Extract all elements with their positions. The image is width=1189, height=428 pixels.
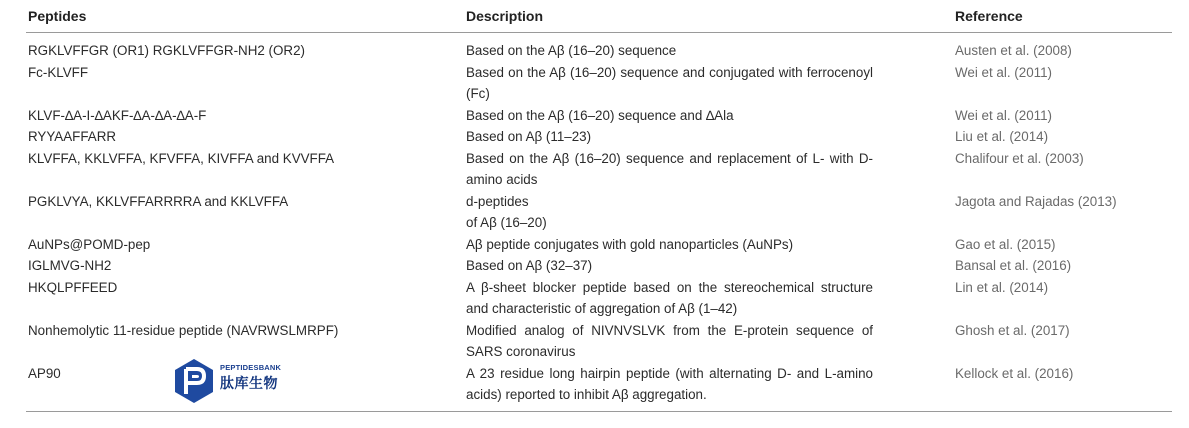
reference-cell: Austen et al. (2008): [955, 43, 1072, 58]
peptide-table: [26, 0, 1172, 406]
column-header-peptides: Peptides: [28, 8, 87, 24]
description-cell: Based on the Aβ (16–20) sequence and conjugated with ferrocenoyl (Fc): [466, 64, 873, 101]
description-cell: [466, 191, 547, 234]
table-header: [26, 0, 1172, 33]
reference-cell: Jagota and Rajadas (2013): [955, 193, 1117, 209]
reference-cell: Kellock et al. (2016): [955, 365, 1074, 381]
description-cell: Based on Aβ (32–37): [466, 258, 593, 273]
table-row: [26, 105, 1172, 127]
peptide-cell: AuNPs@POMD-pep: [28, 236, 151, 252]
description-cell: A 23 residue long hairpin peptide (with alternating D- and L-amino acids) reported to inhibit Aβ aggregation.: [466, 365, 873, 402]
reference-cell: Wei et al. (2011): [955, 64, 1053, 80]
description-cell: Based on the Aβ (16–20) sequence and ∆Ala: [466, 107, 734, 123]
description-cell: A β-sheet blocker peptide based on the stereochemical structure and characteristic of aggregation of Aβ (1–42): [466, 279, 873, 316]
peptide-cell: Nonhemolytic 11-residue peptide (NAVRWSLMRPF): [28, 322, 339, 338]
description-line: d-peptides: [466, 193, 529, 209]
table-row: [26, 62, 1172, 105]
peptide-cell: PGKLVYA, KKLVFFARRRRA and KKLVFFA: [28, 193, 289, 209]
peptide-cell: HKQLPFFEED: [28, 279, 118, 295]
watermark-brand-cn: 肽库生物: [220, 375, 278, 391]
peptide-cell: AP90: [28, 365, 61, 381]
table-row: [26, 191, 1172, 234]
peptide-cell: IGLMVG-NH2: [28, 258, 112, 273]
description-cell: Based on Aβ (11–23): [466, 129, 592, 144]
reference-cell: Lin et al. (2014): [955, 279, 1049, 295]
peptide-cell: RGKLVFFGR (OR1) RGKLVFFGR-NH2 (OR2): [28, 43, 306, 58]
table-row: [26, 255, 1172, 277]
description-line: of Aβ (16–20): [466, 215, 547, 230]
reference-cell: Liu et al. (2014): [955, 129, 1049, 144]
table-body: [26, 33, 1172, 406]
peptidesbank-badge-icon: [173, 358, 215, 404]
watermark-brand-en: PEPTIDESBANK: [220, 363, 282, 372]
description-cell: Based on the Aβ (16–20) sequence and replacement of L- with D-amino acids: [466, 150, 873, 187]
table-row: [26, 320, 1172, 363]
peptide-cell: KLVFFA, KKLVFFA, KFVFFA, KIVFFA and KVVFFA: [28, 150, 335, 166]
description-cell: Aβ peptide conjugates with gold nanoparticles (AuNPs): [466, 236, 794, 252]
reference-cell: Ghosh et al. (2017): [955, 322, 1070, 338]
reference-cell: Bansal et al. (2016): [955, 258, 1072, 273]
peptide-cell: Fc-KLVFF: [28, 64, 89, 80]
table-bottom-rule: [26, 411, 1172, 412]
peptide-cell: KLVF-∆A-I-∆AKF-∆A-∆A-∆A-F: [28, 107, 207, 123]
reference-cell: Gao et al. (2015): [955, 236, 1056, 252]
table-row: [26, 126, 1172, 148]
table-row: [26, 277, 1172, 320]
column-header-description: Description: [466, 8, 544, 24]
table-row: [26, 148, 1172, 191]
peptidesbank-watermark-logo: [173, 358, 285, 404]
table-row: [26, 234, 1172, 256]
reference-cell: Chalifour et al. (2003): [955, 150, 1084, 166]
column-header-reference: Reference: [955, 8, 1023, 24]
description-cell: Modified analog of NIVNVSLVK from the E-protein sequence of SARS coronavirus: [466, 322, 873, 359]
peptide-cell: RYYAAFFARR: [28, 129, 117, 144]
description-cell: Based on the Aβ (16–20) sequence: [466, 43, 677, 58]
table-row: [26, 40, 1172, 62]
reference-cell: Wei et al. (2011): [955, 107, 1053, 123]
